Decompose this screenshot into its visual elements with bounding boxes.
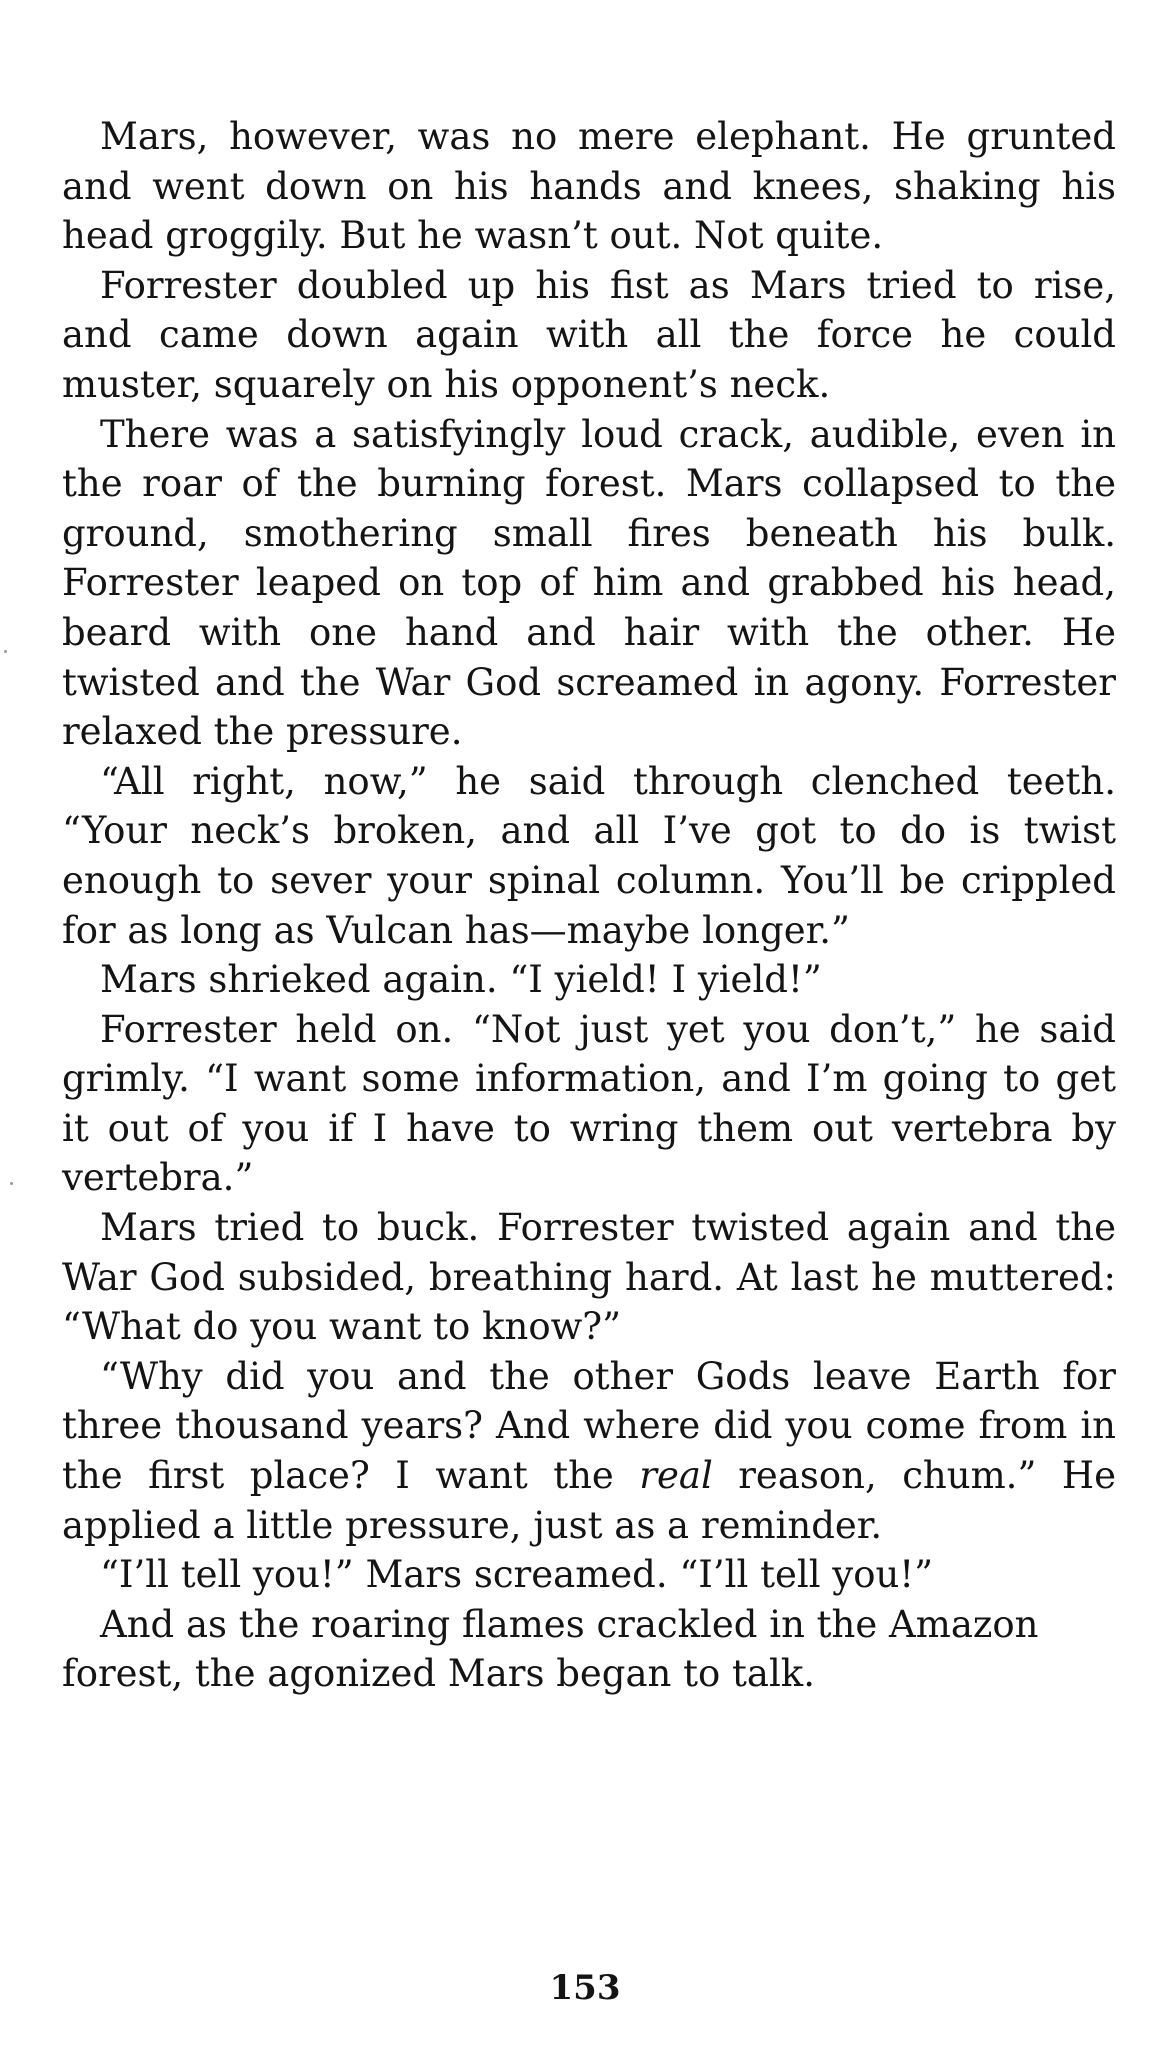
paragraph-text: reason, chum.” He applied a little pressure, just as a reminder.	[62, 1454, 1116, 1547]
paragraph: Mars shrieked again. “I yield! I yield!”	[100, 958, 822, 1002]
paragraph: And as the roaring flames crackled in the Amazon forest, the agonized Mars began to talk.	[62, 1602, 1039, 1696]
paragraph: “All right, now,” he said through clenched teeth. “Your neck’s broken, and all I’ve got to do is twist enough to sever your spinal column. You’ll be crippled for as long as Vulcan has—maybe longer.”	[62, 759, 1116, 952]
paragraph: Mars tried to buck. Forrester twisted again and the War God subsided, breathing hard. At last he muttered: “What do you want to know?”	[62, 1206, 1116, 1349]
page-number: 153	[549, 1968, 621, 2008]
emphasized-word: real	[639, 1454, 713, 1498]
paragraph: “I’ll tell you!” Mars screamed. “I’ll tell you!”	[100, 1553, 934, 1597]
paragraph-text: “Why did you and the other Gods leave Earth for three thousand years? And where did you come from in the first place? I want the	[62, 1354, 1116, 1498]
paragraph	[62, 1352, 1116, 1550]
margin-speck	[4, 650, 7, 653]
body-text	[62, 112, 1116, 1699]
paragraph: Mars, however, was no mere elephant. He grunted and went down on his hands and knees, shaking his head groggily. But he wasn’t out. Not quite.	[62, 115, 1116, 258]
paragraph: Forrester held on. “Not just yet you don’t,” he said grimly. “I want some information, and I’m going to get it out of you if I have to wring them out vertebra by vertebra.”	[62, 1007, 1116, 1200]
paragraph: Forrester doubled up his fist as Mars tried to rise, and came down again with all the force he could muster, squarely on his opponent’s neck.	[62, 263, 1116, 406]
paragraph: There was a satisfyingly loud crack, audible, even in the roar of the burning forest. Mars collapsed to the ground, smothering small fires beneath his bulk. Forrester leaped on top of him and grabbed his head, beard with one hand and hair with the other. He twisted and the War God screamed in agony. Forrester relaxed the pressure.	[62, 412, 1116, 754]
margin-speck	[10, 1182, 13, 1185]
